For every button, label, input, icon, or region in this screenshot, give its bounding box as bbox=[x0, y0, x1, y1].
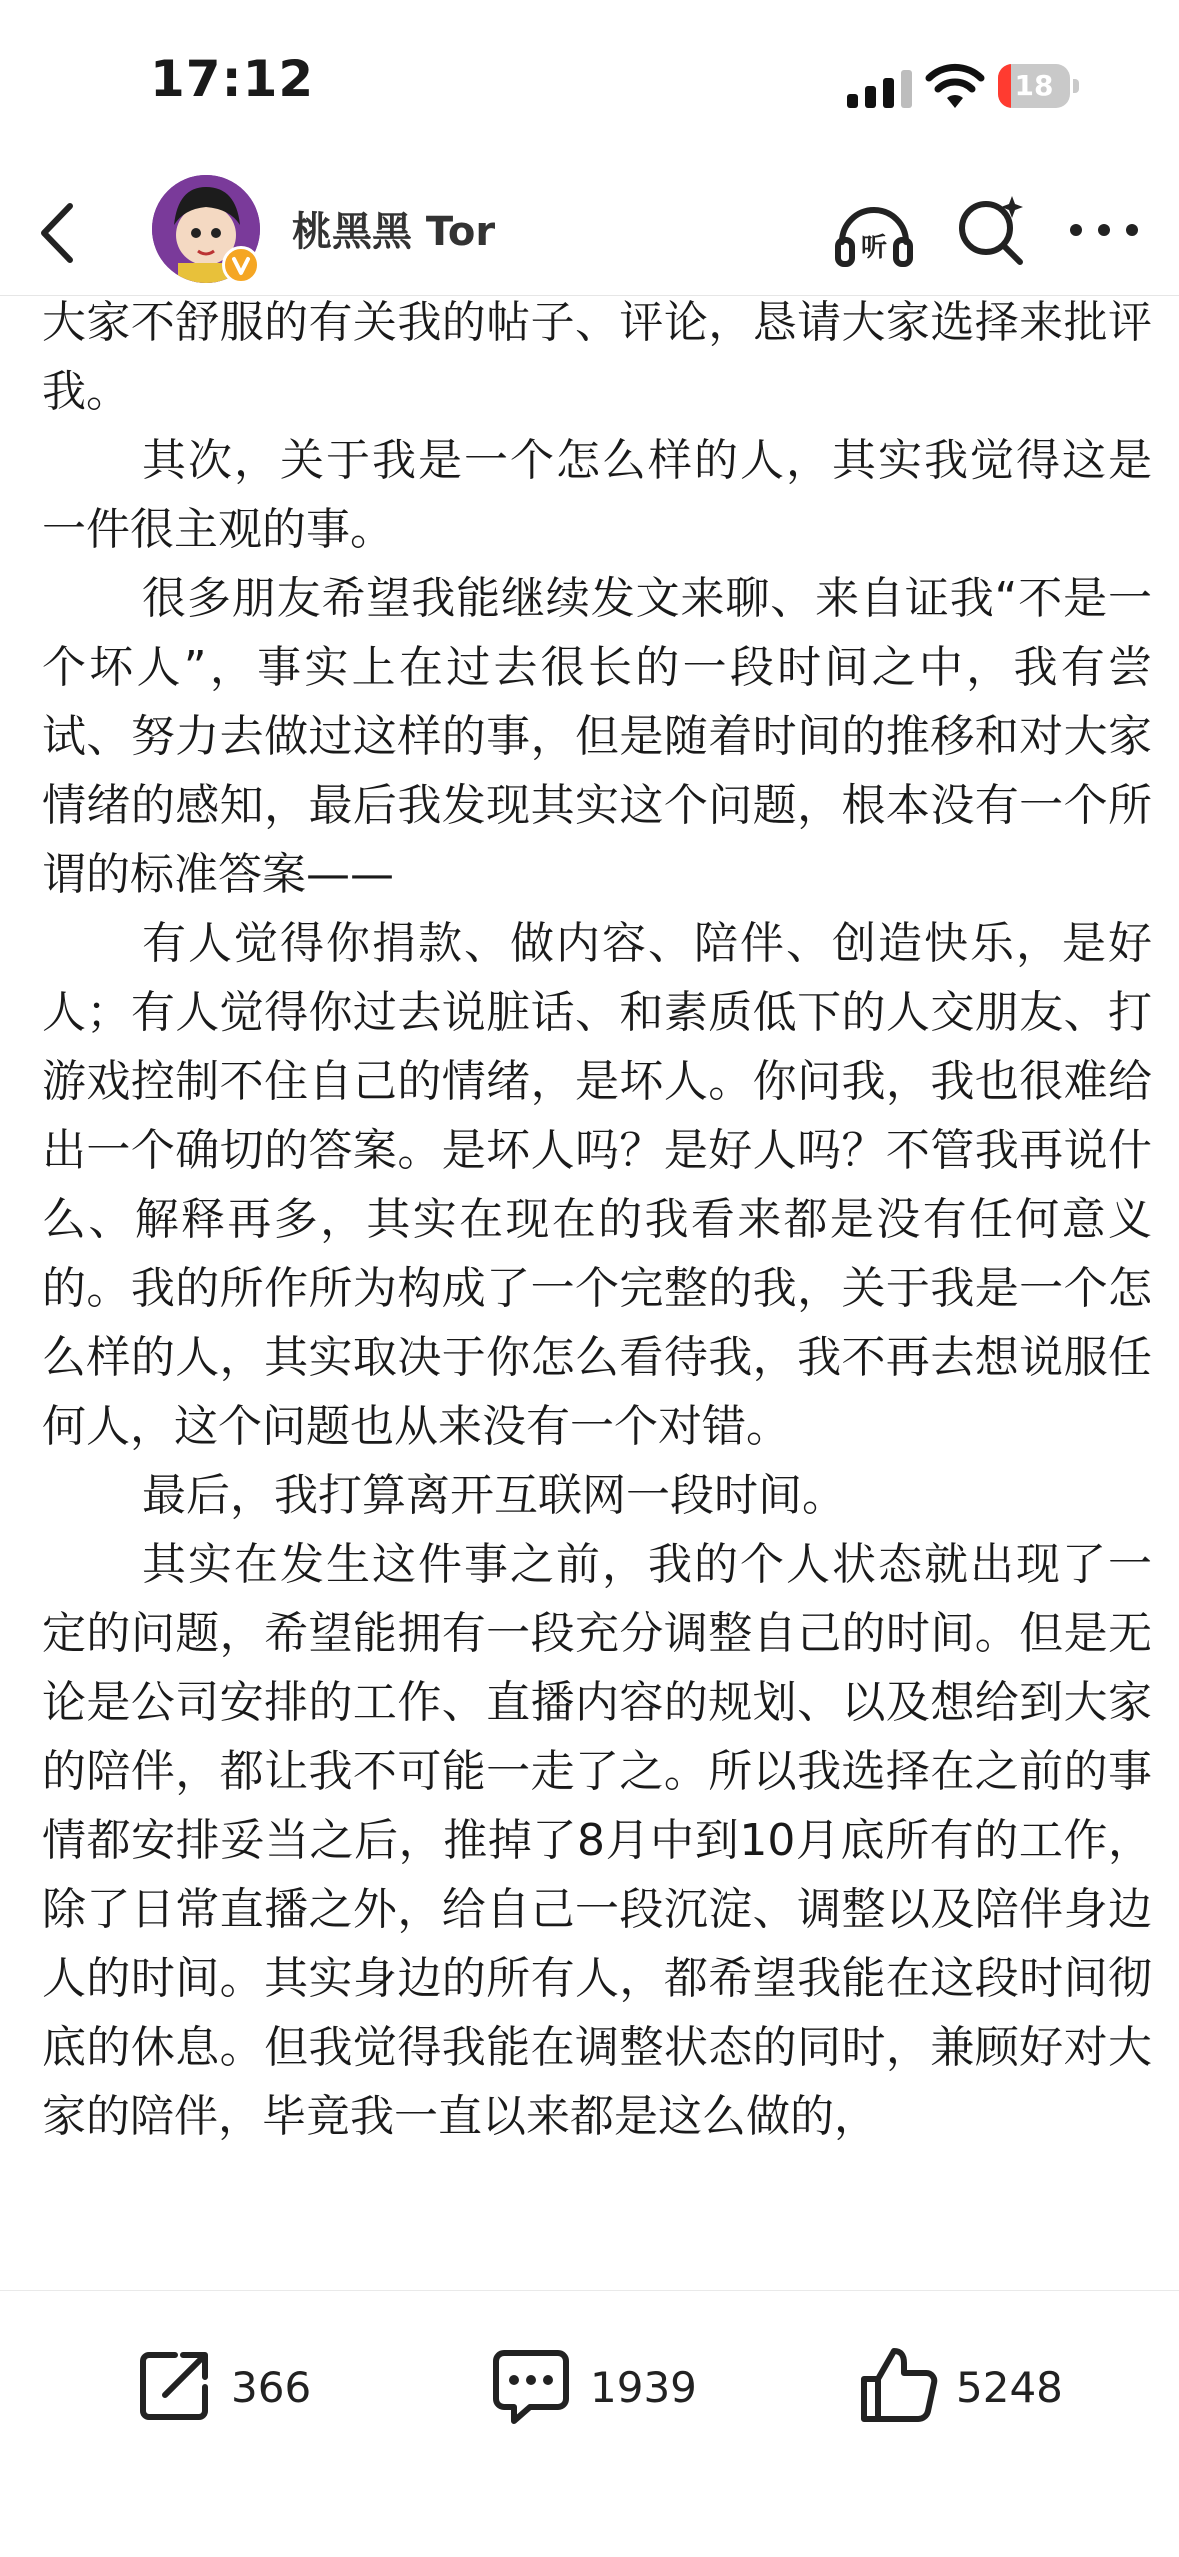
paragraph: 大家不舒服的有关我的帖子、评论，恳请大家选择来批评我。 bbox=[42, 297, 1152, 417]
article-body bbox=[42, 288, 1152, 2283]
status-time: 17:12 bbox=[150, 50, 315, 108]
comment-icon bbox=[490, 2345, 572, 2425]
search-icon[interactable] bbox=[952, 190, 1032, 270]
paragraph: 其实在发生这件事之前，我的个人状态就出现了一定的问题，希望能拥有一段充分调整自己的时间。但是无论是公司安排的工作、直播内容的规划、以及想给到大家的陪伴，都让我不可能一走了之。所以我选择在之前的事情都安排妥当之后，推掉了8月中到10月底所有的工作，除了日常直播之外，给自己一段沉淀、调整以及陪伴身边人的时间。其实身边的所有人，都希望我能在这段时间彻底的休息。但我觉得我能在调整状态的同时，兼顾好对大家的陪伴，毕竟我一直以来都是这么做的， bbox=[42, 1539, 1152, 2142]
listen-icon[interactable] bbox=[832, 190, 916, 274]
nav-header bbox=[0, 170, 1179, 296]
share-count: 366 bbox=[231, 2363, 312, 2412]
wifi-icon bbox=[925, 62, 985, 110]
battery-cap bbox=[1073, 79, 1079, 93]
more-icon[interactable] bbox=[1066, 210, 1142, 250]
status-bar bbox=[0, 0, 1179, 170]
svg-text:听: 听 bbox=[860, 233, 888, 263]
like-count: 5248 bbox=[956, 2363, 1063, 2412]
like-icon bbox=[858, 2345, 938, 2425]
battery-icon bbox=[998, 64, 1080, 108]
paragraph: 有人觉得你捐款、做内容、陪伴、创造快乐，是好人；有人觉得你过去说脏话、和素质低下的人交朋友、打游戏控制不住自己的情绪，是坏人。你问我，我也很难给出一个确切的答案。是坏人吗？是好人吗？不管我再说什么、解释再多，其实在现在的我看来都是没有任何意义的。我的所作所为构成了一个完整的我，关于我是一个怎么样的人，其实取决于你怎么看待我，我不再去想说服任何人，这个问题也从来没有一个对错。 bbox=[42, 918, 1152, 1452]
battery-level: 18 bbox=[1014, 69, 1054, 102]
bottom-action-bar bbox=[0, 2290, 1179, 2557]
signal-icon bbox=[845, 70, 915, 110]
back-icon[interactable] bbox=[30, 198, 90, 268]
paragraph: 最后，我打算离开互联网一段时间。 bbox=[142, 1470, 846, 1521]
comment-count: 1939 bbox=[590, 2363, 697, 2412]
share-icon bbox=[135, 2345, 215, 2425]
battery-body bbox=[998, 64, 1070, 108]
paragraph: 很多朋友希望我能继续发文来聊、来自证我“不是一个坏人”，事实上在过去很长的一段时间之中，我有尝试、努力去做过这样的事，但是随着时间的推移和对大家情绪的感知，最后我发现其实这个问题，根本没有一个所谓的标准答案—— bbox=[42, 573, 1152, 900]
paragraph: 其次，关于我是一个怎么样的人，其实我觉得这是一件很主观的事。 bbox=[42, 435, 1152, 555]
verified-badge bbox=[222, 246, 260, 284]
username[interactable]: 桃黑黑 Tor bbox=[292, 209, 496, 255]
